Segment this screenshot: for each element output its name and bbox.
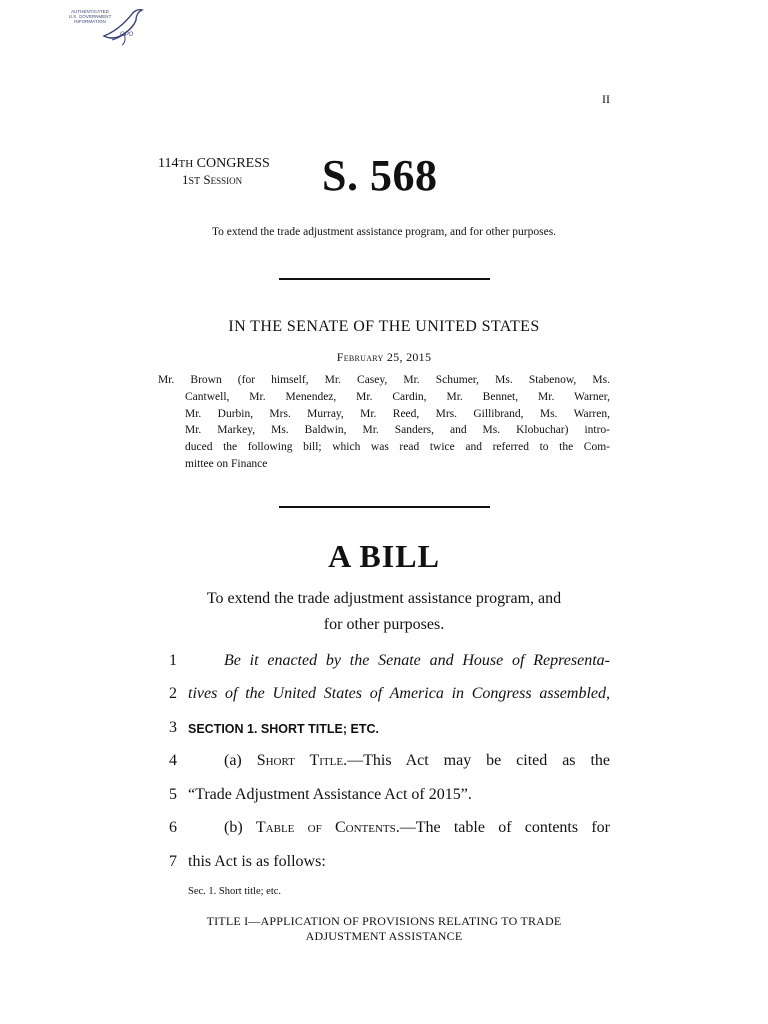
bill-line [0, 685, 768, 719]
sponsors-line: Mr. Markey, Ms. Baldwin, Mr. Sanders, and Ms. Klobuchar) intro- [185, 424, 610, 437]
line-number: 1 [169, 652, 177, 669]
eagle-icon [98, 6, 146, 46]
long-title-line: for other purposes. [323, 616, 445, 633]
sponsors-line: mittee on Finance [185, 457, 268, 470]
line-text [224, 819, 610, 837]
chamber-heading: IN THE SENATE OF THE UNITED STATES [228, 318, 540, 335]
toc-item: Sec. 1. Short title; etc. [188, 886, 282, 897]
purpose-short: To extend the trade adjustment assistance program, and for other purposes. [211, 226, 557, 238]
subsection-text: .—The table of contents for [395, 819, 610, 836]
bill-heading: A BILL [328, 538, 440, 574]
congress-label [158, 156, 270, 172]
gpo-seal [60, 6, 150, 46]
subsection-heading: Short Title [256, 752, 344, 769]
sponsors-line: Cantwell, Mr. Menendez, Mr. Cardin, Mr. Bennet, Mr. Warner, [185, 390, 610, 403]
bill-line [0, 853, 768, 887]
subsection-heading: Table of Contents [255, 819, 396, 836]
page-mark: II [602, 92, 610, 106]
subsection-text: .—This Act may be cited as the [343, 752, 610, 769]
line-number: 6 [169, 819, 177, 836]
divider [279, 506, 490, 508]
divider [279, 278, 490, 280]
line-text: Be it enacted by the Senate and House of Representa- [224, 652, 610, 669]
bill-line [0, 652, 768, 686]
line-text: this Act is as follows: [188, 853, 326, 870]
session-word: Session [203, 172, 243, 187]
sponsors-paragraph [158, 372, 610, 473]
long-title-line: To extend the trade adjustment assistance program, and [206, 590, 562, 607]
subsection-label: (b) [224, 819, 256, 836]
line-text: tives of the United States of America in Congress assembled, [188, 685, 610, 702]
session-number: 1 [182, 172, 189, 187]
bill-line [0, 752, 768, 786]
long-title [0, 586, 768, 638]
toc-title [0, 914, 768, 944]
line-number: 2 [169, 685, 177, 702]
toc-title-line: TITLE I—APPLICATION OF PROVISIONS RELATING TO TRADE [206, 914, 562, 928]
section-heading: SECTION 1. SHORT TITLE; ETC. [188, 722, 379, 736]
subsection-label: (a) [224, 752, 257, 769]
congress-word: CONGRESS [196, 156, 270, 171]
gpo-label: GPO [120, 32, 134, 38]
introduced-date: February 25, 2015 [336, 350, 432, 364]
line-text [224, 752, 610, 770]
session-suffix: ST [188, 176, 201, 187]
seal-line: AUTHENTICATED [71, 9, 109, 14]
congress-number: 114 [158, 156, 179, 171]
seal-line: U.S. GOVERNMENT [68, 14, 112, 19]
seal-line: INFORMATION [74, 19, 106, 24]
bill-line [0, 719, 768, 753]
sponsors-line: Mr. Brown (for himself, Mr. Casey, Mr. Schumer, Ms. Stabenow, Ms. [158, 374, 610, 386]
line-number: 3 [169, 719, 177, 736]
toc-title-line: ADJUSTMENT ASSISTANCE [305, 929, 463, 943]
bill-line [0, 819, 768, 853]
line-number: 5 [169, 786, 177, 803]
line-number: 7 [169, 853, 177, 870]
line-number: 4 [169, 752, 177, 769]
sponsors-line: duced the following bill; which was read twice and referred to the Com- [185, 441, 610, 454]
line-text: “Trade Adjustment Assistance Act of 2015”. [188, 786, 472, 803]
bill-line [0, 786, 768, 820]
congress-suffix: TH [178, 158, 194, 170]
session-label [182, 172, 242, 188]
sponsors-line: Mr. Durbin, Mrs. Murray, Mr. Reed, Mrs. Gillibrand, Ms. Warren, [185, 407, 610, 420]
bill-number: S. 568 [322, 151, 438, 200]
